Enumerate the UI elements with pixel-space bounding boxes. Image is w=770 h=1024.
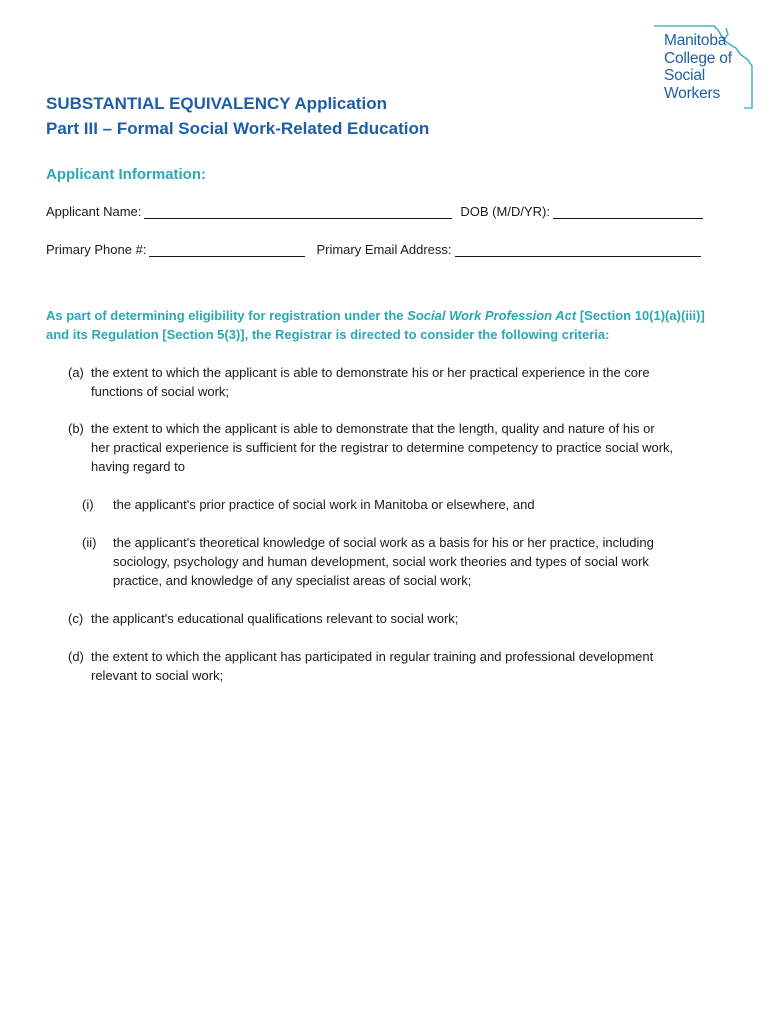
text-line: the extent to which the applicant is able to demonstrate his or her practical experience in the core: [91, 365, 650, 380]
list-marker: (i): [82, 497, 94, 512]
intro-line-2: and its Regulation [Section 5(3)], the Registrar is directed to consider the following criteria:: [46, 327, 610, 342]
applicant-info-heading: Applicant Information:: [46, 166, 206, 183]
logo-line: Social: [664, 67, 706, 84]
applicant-name-field[interactable]: [144, 205, 452, 219]
logo-line: College of: [664, 49, 732, 67]
eligibility-intro: [46, 306, 736, 344]
list-marker: (a): [68, 365, 84, 380]
criterion-text: [113, 533, 733, 590]
logo-line: Manitoba: [664, 32, 727, 49]
criterion-text: [91, 363, 741, 401]
dob-label: DOB (M/D/YR):: [460, 204, 550, 219]
text-line: the applicant's educational qualifications relevant to social work;: [91, 611, 459, 626]
applicant-name-label: Applicant Name:: [46, 204, 142, 219]
list-marker: (ii): [82, 535, 97, 550]
dob-field[interactable]: [553, 205, 703, 219]
document-title: SUBSTANTIAL EQUIVALENCY Application: [46, 94, 387, 113]
criterion-text: [113, 495, 733, 514]
criterion-text: [91, 647, 741, 685]
text-line: the extent to which the applicant has participated in regular training and professional development: [91, 649, 654, 664]
intro-text: As part of determining eligibility for registration under the: [46, 308, 408, 323]
list-marker: (d): [68, 649, 84, 664]
intro-line-1: [46, 306, 736, 325]
college-logo: [652, 20, 762, 110]
primary-email-label: Primary Email Address:: [316, 242, 452, 257]
text-line: her practical experience is sufficient for the registrar to determine competency to practice social work,: [91, 440, 674, 455]
primary-phone-field[interactable]: [149, 243, 305, 257]
logo-line: Workers: [664, 84, 721, 102]
contact-row: [46, 242, 701, 257]
intro-section-ref: [Section 10(1)(a)(iii)]: [576, 308, 705, 323]
applicant-name-row: [46, 204, 703, 219]
text-line: the extent to which the applicant is able to demonstrate that the length, quality and nature of his or: [91, 421, 655, 436]
text-line: practice, and knowledge of any specialist areas of social work;: [113, 573, 472, 588]
criterion-text: [91, 609, 741, 628]
text-line: functions of social work;: [91, 384, 230, 399]
list-marker: (b): [68, 421, 84, 436]
document-subtitle: Part III – Formal Social Work-Related Education: [46, 119, 430, 138]
primary-email-field[interactable]: [455, 243, 701, 257]
text-line: sociology, psychology and human development, social work theories and types of social work: [113, 554, 649, 569]
logo-wordmark: [664, 32, 732, 102]
list-marker: (c): [68, 611, 84, 626]
act-name: Social Work Profession Act: [407, 308, 577, 323]
text-line: relevant to social work;: [91, 668, 224, 683]
text-line: having regard to: [91, 459, 185, 474]
criterion-text: [91, 419, 741, 476]
primary-phone-label: Primary Phone #:: [46, 242, 147, 257]
text-line: the applicant's prior practice of social work in Manitoba or elsewhere, and: [113, 497, 535, 512]
text-line: the applicant's theoretical knowledge of social work as a basis for his or her practice, including: [113, 535, 654, 550]
